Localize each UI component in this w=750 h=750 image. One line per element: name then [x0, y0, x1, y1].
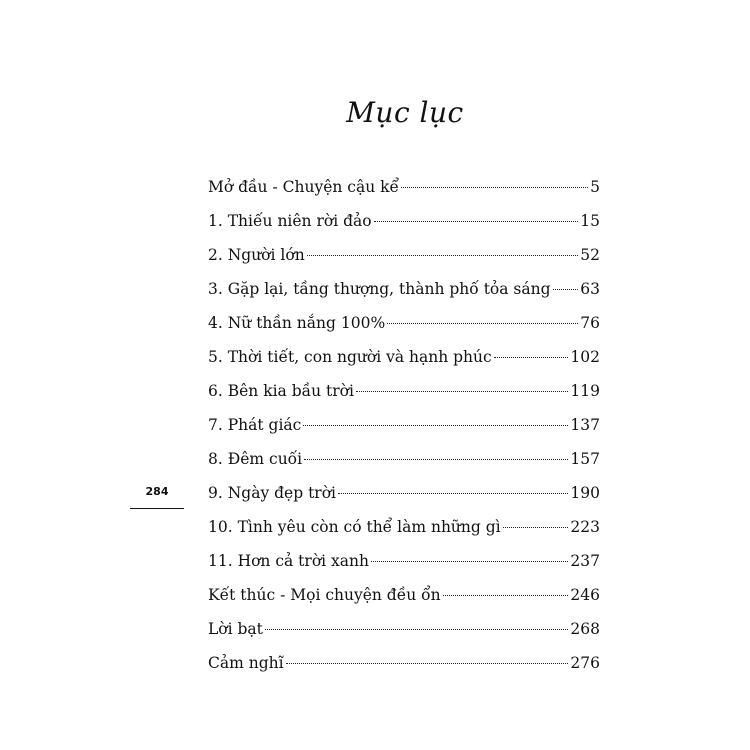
toc-entry-label: Cảm nghĩ [208, 654, 284, 672]
toc-entry [208, 654, 600, 688]
toc-leader-dots [374, 220, 579, 222]
toc-leader-dots [307, 254, 579, 256]
toc-entry-page: 52 [580, 246, 600, 264]
toc-entry-page: 157 [570, 450, 600, 468]
toc-entry [208, 586, 600, 620]
toc-entry-page: 119 [570, 382, 600, 400]
toc-entry [208, 314, 600, 348]
toc-entry-page: 246 [570, 586, 600, 604]
toc-entry-label: 4. Nữ thần nắng 100% [208, 314, 386, 332]
toc-entry-label: Mở đầu - Chuyện cậu kể [208, 178, 400, 196]
toc-entry-page: 223 [570, 518, 600, 536]
toc-leader-dots [371, 560, 568, 562]
toc-entry-page: 102 [570, 348, 600, 366]
page-number-rule [130, 508, 184, 509]
toc-entry-page: 190 [570, 484, 600, 502]
toc-leader-dots [303, 424, 568, 426]
toc-entry-page: 268 [570, 620, 600, 638]
toc-leader-dots [443, 594, 569, 596]
toc-entry-page: 276 [570, 654, 600, 672]
toc-entry-page: 5 [590, 178, 600, 196]
toc-entry-label: 3. Gặp lại, tầng thượng, thành phố tỏa sáng [208, 280, 551, 298]
toc-entry [208, 280, 600, 314]
toc-entry [208, 382, 600, 416]
toc-entry [208, 246, 600, 280]
toc-entry-label: 9. Ngày đẹp trời [208, 484, 336, 502]
toc-entry [208, 178, 600, 212]
toc-entry-page: 15 [580, 212, 600, 230]
toc-leader-dots [494, 356, 569, 358]
toc-entry [208, 450, 600, 484]
toc-leader-dots [387, 322, 578, 324]
toc-leader-dots [338, 492, 568, 494]
toc-entry-label: 5. Thời tiết, con người và hạnh phúc [208, 348, 492, 366]
toc-entry [208, 348, 600, 382]
toc-entry-label: 7. Phát giác [208, 416, 302, 434]
toc-leader-dots [304, 458, 568, 460]
toc-leader-dots [286, 662, 569, 664]
toc-entry [208, 416, 600, 450]
toc-entry [208, 620, 600, 654]
toc-entry-page: 63 [580, 280, 600, 298]
toc-entry-label: 8. Đêm cuối [208, 450, 303, 468]
page-number: 284 [145, 485, 169, 498]
toc-leader-dots [503, 526, 569, 528]
toc-entry-page: 76 [580, 314, 600, 332]
table-of-contents [208, 178, 600, 688]
toc-entry-page: 237 [570, 552, 600, 570]
toc-entry-label: 2. Người lớn [208, 246, 305, 264]
toc-entry-page: 137 [570, 416, 600, 434]
toc-leader-dots [356, 390, 568, 392]
toc-entry [208, 484, 600, 518]
page-title: Mục lục [346, 96, 464, 129]
toc-entry-label: 6. Bên kia bầu trời [208, 382, 354, 400]
toc-leader-dots [265, 628, 569, 630]
toc-entry-label: 1. Thiếu niên rời đảo [208, 212, 372, 230]
toc-entry [208, 212, 600, 246]
toc-entry [208, 518, 600, 552]
toc-entry-label: Kết thúc - Mọi chuyện đều ổn [208, 586, 441, 604]
toc-entry-label: 10. Tình yêu còn có thể làm những gì [208, 518, 501, 536]
toc-entry-label: 11. Hơn cả trời xanh [208, 552, 369, 570]
toc-entry-label: Lời bạt [208, 620, 263, 638]
toc-leader-dots [401, 186, 588, 188]
toc-entry [208, 552, 600, 586]
toc-leader-dots [553, 288, 579, 290]
